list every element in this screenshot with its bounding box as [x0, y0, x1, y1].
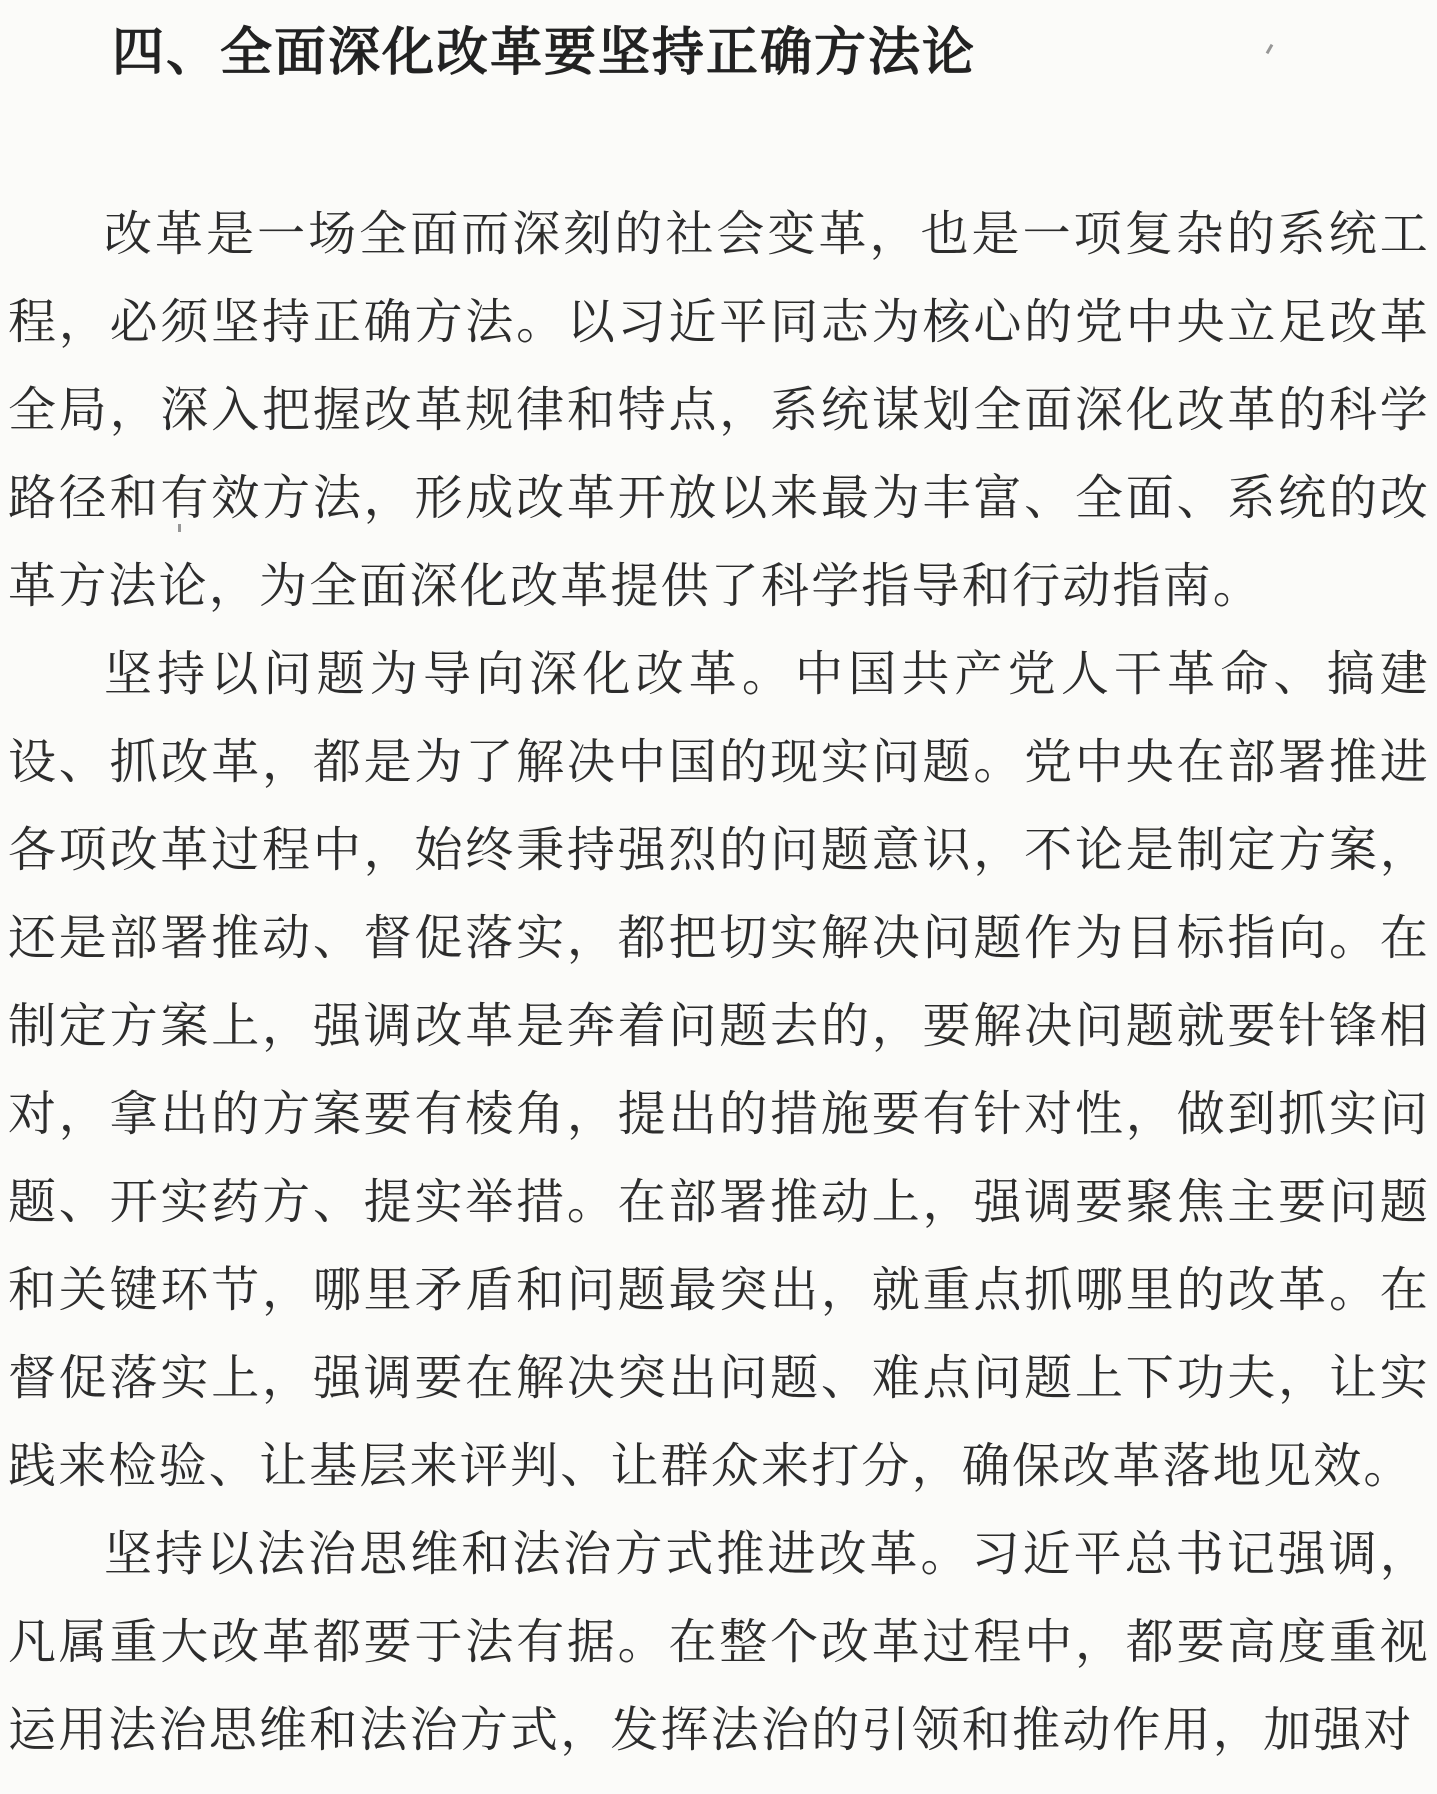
section-heading: 四、全面深化改革要坚持正确方法论 [112, 23, 977, 83]
paragraph-rule-of-law: 坚持以法治思维和法治方式推进改革。习近平总书记强调，凡属重大改革都要于法有据。在整个改革过程中，都要高度重视运用法治思维和法治方式，发挥法治的引领和推动作用，加强对 [8, 1526, 1430, 1758]
paragraph-intro: 改革是一场全面而深刻的社会变革，也是一项复杂的系统工程，必须坚持正确方法。以习近平同志为核心的党中央立足改革全局，深入把握改革规律和特点，系统谋划全面深化改革的科学路径和有效方法，形成改革开放以来最为丰富、全面、系统的改革方法论，为全面深化改革提供了科学指导和行动指南。 [8, 206, 1430, 614]
body-text [8, 190, 1430, 1774]
scan-speck [1266, 44, 1274, 54]
paragraph-problem-oriented: 坚持以问题为导向深化改革。中国共产党人干革命、搞建设、抓改革，都是为了解决中国的现实问题。党中央在部署推进各项改革过程中，始终秉持强烈的问题意识，不论是制定方案，还是部署推动、督促落实，都把切实解决问题作为目标指向。在制定方案上，强调改革是奔着问题去的，要解决问题就要针锋相对，拿出的方案要有棱角，提出的措施要有针对性，做到抓实问题、开实药方、提实举措。在部署推动上，强调要聚焦主要问题和关键环节，哪里矛盾和问题最突出，就重点抓哪里的改革。在督促落实上，强调要在解决突出问题、难点问题上下功夫，让实践来检验、让基层来评判、让群众来打分，确保改革落地见效。 [8, 646, 1430, 1494]
